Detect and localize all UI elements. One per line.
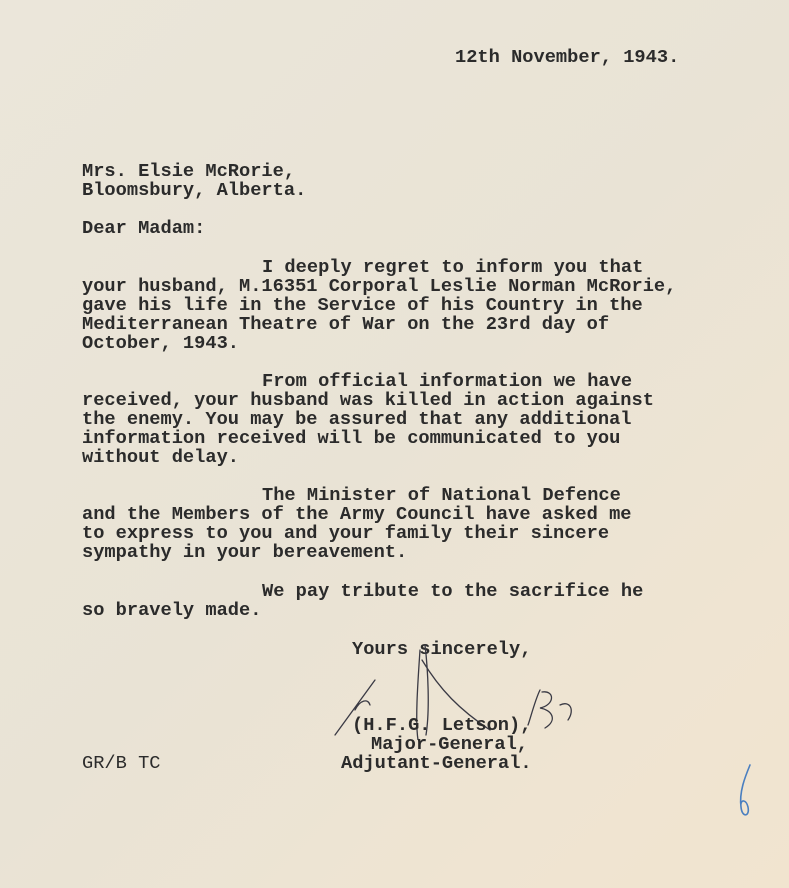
margin-mark <box>733 762 763 822</box>
paragraph-line: without delay. <box>82 446 240 468</box>
paragraph-line: your husband, M.16351 Corporal Leslie Norman McRorie, <box>82 275 677 297</box>
paragraph-line: We pay tribute to the sacrifice he <box>262 580 644 602</box>
paragraph-line: and the Members of the Army Council have asked me <box>82 503 632 525</box>
paragraph-line: gave his life in the Service of his Country in the <box>82 294 643 316</box>
salutation: Dear Madam: <box>82 217 206 239</box>
letter-date: 12th November, 1943. <box>455 46 680 68</box>
paragraph-line: I deeply regret to inform you that <box>262 256 644 278</box>
paragraph-line: sympathy in your bereavement. <box>82 541 408 563</box>
paragraph-line: to express to you and your family their sincere <box>82 522 610 544</box>
paragraph-line: Mediterranean Theatre of War on the 23rd day of <box>82 313 610 335</box>
paragraph-line: the enemy. You may be assured that any additional <box>82 408 632 430</box>
paragraph-line: The Minister of National Defence <box>262 484 621 506</box>
paragraph-line: October, 1943. <box>82 332 240 354</box>
recipient-address: Bloomsbury, Alberta. <box>82 179 307 201</box>
paragraph-line: information received will be communicated to you <box>82 427 621 449</box>
paragraph-2 <box>82 372 702 467</box>
paragraph-line: From official information we have <box>262 370 633 392</box>
reference-initials: GR/B TC <box>82 752 161 774</box>
signatory-title: Adjutant-General. <box>341 752 532 774</box>
paragraph-3 <box>82 486 702 562</box>
signatory-rank: Major-General, <box>371 733 529 755</box>
recipient-name: Mrs. Elsie McRorie, <box>82 160 296 182</box>
paragraph-line: received, your husband was killed in action against <box>82 389 654 411</box>
paragraph-4 <box>82 582 702 620</box>
paragraph-1 <box>82 258 702 353</box>
signatory-name: (H.F.G. Letson), <box>352 714 532 736</box>
recipient-block <box>82 162 702 200</box>
paragraph-line: so bravely made. <box>82 599 262 621</box>
closing: Yours sincerely, <box>352 638 532 660</box>
